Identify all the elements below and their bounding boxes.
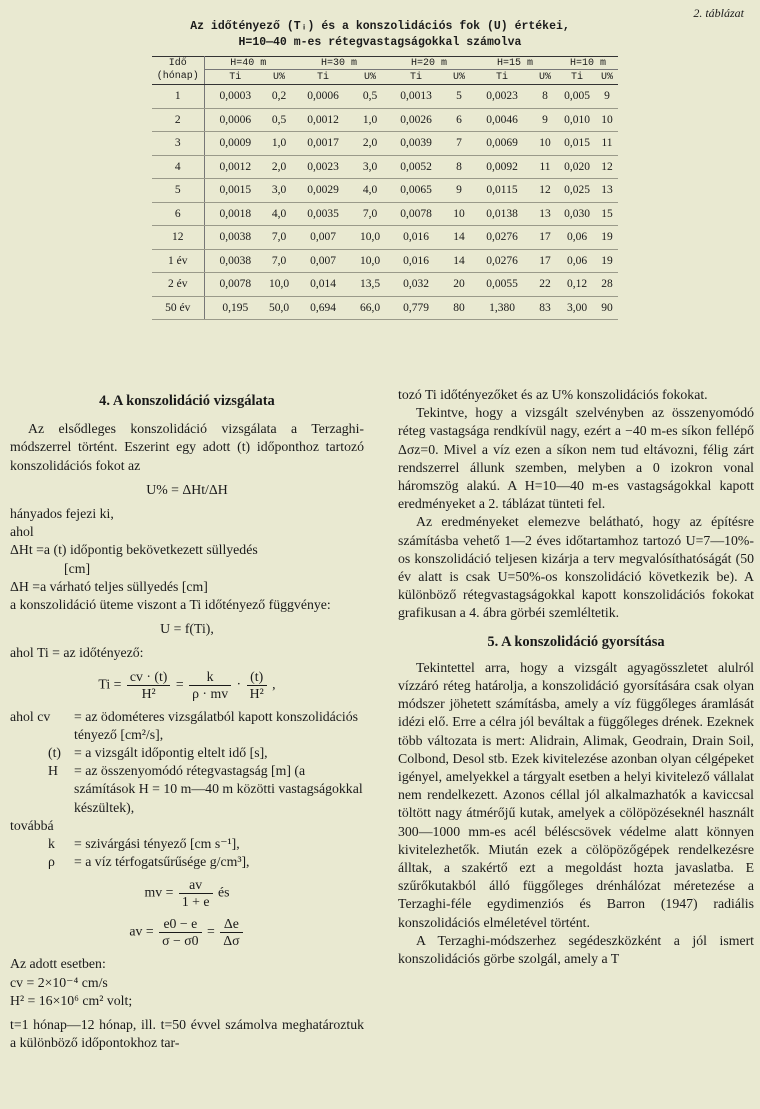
ti-cell: 0,0052: [386, 155, 446, 179]
denominator: 1 + e: [181, 894, 210, 910]
ti-cell: 0,0092: [472, 155, 532, 179]
time-cell: 5: [152, 179, 204, 203]
definition-symbol: k: [48, 836, 55, 852]
u-cell: 11: [596, 132, 618, 156]
ti-cell: 0,0015: [204, 179, 266, 203]
u-cell: 13: [532, 202, 558, 226]
paragraph: továbbá: [10, 817, 54, 833]
u-cell: 10,0: [354, 226, 386, 250]
col-header-month: (hónap): [152, 70, 204, 85]
u-cell: 10: [446, 202, 472, 226]
ti-cell: 0,007: [292, 226, 354, 250]
fraction: [247, 669, 267, 702]
table-row: [152, 108, 618, 132]
definition-symbol: (t): [48, 745, 62, 761]
ti-cell: 0,0006: [204, 108, 266, 132]
numerator: e0 − e: [159, 916, 201, 933]
u-cell: 4,0: [354, 179, 386, 203]
u-cell: 2,0: [354, 132, 386, 156]
u-cell: 90: [596, 296, 618, 320]
equation-mv: [10, 877, 364, 910]
u-cell: 19: [596, 249, 618, 273]
table-row: [152, 273, 618, 297]
eq-text: Ti =: [98, 676, 122, 692]
u-cell: 28: [596, 273, 618, 297]
eq-text: ·: [236, 676, 242, 692]
table-row: [152, 155, 618, 179]
time-cell: 6: [152, 202, 204, 226]
u-cell: 7,0: [266, 226, 292, 250]
fraction: [220, 916, 242, 949]
denominator: H²: [249, 685, 264, 701]
time-cell: 4: [152, 155, 204, 179]
sub-header-u: U%: [354, 70, 386, 85]
paragraph: t=1 hónap—12 hónap, ill. t=50 évvel számolva meghatároztuk a különböző időpontokhoz tar-: [10, 1017, 364, 1051]
paragraph: a konszolidáció üteme viszont a Ti időtényező függvénye:: [10, 597, 331, 613]
col-header-time: Idő: [152, 57, 204, 70]
ti-cell: 0,0138: [472, 202, 532, 226]
sub-header-t: Ti: [386, 70, 446, 85]
u-cell: 2,0: [266, 155, 292, 179]
table-body: [152, 85, 618, 320]
u-cell: 3,0: [266, 179, 292, 203]
u-cell: 7,0: [354, 202, 386, 226]
fraction: [189, 669, 231, 702]
u-cell: 10,0: [266, 273, 292, 297]
u-cell: 14: [446, 226, 472, 250]
sub-header-u: U%: [532, 70, 558, 85]
sub-header-u: U%: [446, 70, 472, 85]
ti-cell: 0,0039: [386, 132, 446, 156]
ti-cell: 0,0012: [292, 108, 354, 132]
ti-cell: 0,016: [386, 249, 446, 273]
denominator: H²: [141, 685, 156, 701]
paragraph: ahol: [10, 524, 34, 540]
u-cell: 10,0: [354, 249, 386, 273]
ti-cell: 0,0026: [386, 108, 446, 132]
paragraph: hányados fejezi ki,: [10, 506, 114, 522]
table-row: [152, 249, 618, 273]
ti-cell: 0,014: [292, 273, 354, 297]
ti-cell: 0,06: [558, 226, 596, 250]
sub-header-t: Ti: [558, 70, 596, 85]
time-cell: 1 év: [152, 249, 204, 273]
given-value: cv = 2×10⁻⁴ cm/s: [10, 974, 108, 990]
ti-cell: 1,380: [472, 296, 532, 320]
ti-cell: 0,032: [386, 273, 446, 297]
u-cell: 13,5: [354, 273, 386, 297]
u-cell: 4,0: [266, 202, 292, 226]
equation-av: [10, 916, 364, 949]
u-cell: 20: [446, 273, 472, 297]
ti-cell: 0,12: [558, 273, 596, 297]
ti-cell: 0,0003: [204, 85, 266, 109]
ti-cell: 0,779: [386, 296, 446, 320]
u-cell: 17: [532, 226, 558, 250]
ti-cell: 0,007: [292, 249, 354, 273]
denominator: σ − σ0: [162, 933, 199, 949]
numerator: av: [179, 877, 213, 894]
ti-cell: 0,0065: [386, 179, 446, 203]
u-cell: 0,5: [266, 108, 292, 132]
time-cell: 12: [152, 226, 204, 250]
u-cell: 7: [446, 132, 472, 156]
numerator: cv · (t): [127, 669, 171, 686]
u-cell: 11: [532, 155, 558, 179]
numerator: (t): [247, 669, 267, 686]
ti-cell: 0,195: [204, 296, 266, 320]
ti-cell: 0,0055: [472, 273, 532, 297]
u-cell: 83: [532, 296, 558, 320]
ti-cell: 0,06: [558, 249, 596, 273]
numerator: Δe: [220, 916, 242, 933]
paragraph: Tekintve, hogy a vizsgált szelvényben az összenyomódó réteg vastagsága rendkívül nagy, ezért a −40 m-es síkon fellépő Δσz=0. Mivel a víz ezen a síkon nem tud eltávozni, félig zárt rendszerrel állunk szemben, melyben a 0 izokron vonal háromszög alakú. A H=10—40 m-es vastagságokkal kapott eredményeket a 2. táblázat tünteti fel.: [398, 405, 754, 512]
ti-cell: 0,0069: [472, 132, 532, 156]
definition-symbol: ρ: [48, 854, 55, 870]
ti-cell: 0,0038: [204, 226, 266, 250]
ti-cell: 0,0012: [204, 155, 266, 179]
group-header: H=40 m: [204, 57, 292, 70]
u-cell: 0,5: [354, 85, 386, 109]
u-cell: 19: [596, 226, 618, 250]
u-cell: 6: [446, 108, 472, 132]
paragraph: Az elsődleges konszolidáció vizsgálata a Terzaghi-módszerrel történt. Eszerint egy adott (t) időponthoz tartozó konszolidációs fokot az: [10, 421, 364, 473]
ti-cell: 0,016: [386, 226, 446, 250]
u-cell: 10: [596, 108, 618, 132]
definition-row: [10, 762, 364, 817]
ti-cell: 0,0006: [292, 85, 354, 109]
u-cell: 9: [532, 108, 558, 132]
paragraph: tozó Ti időtényezőket és az U% konszolidációs fokokat.: [398, 387, 708, 402]
table-row: [152, 85, 618, 109]
table-row: [152, 226, 618, 250]
equation-ti: [10, 669, 364, 702]
definition-symbol: ahol cv: [10, 708, 51, 724]
table-row: [152, 179, 618, 203]
definition-row: [10, 853, 364, 871]
ti-cell: 0,010: [558, 108, 596, 132]
ti-cell: 0,0017: [292, 132, 354, 156]
sub-header-t: Ti: [472, 70, 532, 85]
fraction: [179, 877, 213, 910]
u-cell: 10: [532, 132, 558, 156]
u-cell: 12: [596, 155, 618, 179]
ti-cell: 0,0035: [292, 202, 354, 226]
u-cell: 3,0: [354, 155, 386, 179]
ti-cell: 0,0029: [292, 179, 354, 203]
eq-text: mv =: [144, 885, 174, 901]
ti-cell: 0,0115: [472, 179, 532, 203]
group-header: H=15 m: [472, 57, 558, 70]
right-column: [398, 386, 754, 968]
section-title-5: 5. A konszolidáció gyorsítása: [487, 633, 665, 650]
table-subheader-row: [152, 70, 618, 85]
eq-text: av =: [129, 924, 154, 940]
ti-cell: 0,694: [292, 296, 354, 320]
ti-cell: 0,025: [558, 179, 596, 203]
data-table: [152, 56, 618, 320]
ti-cell: 0,020: [558, 155, 596, 179]
paragraph: A Terzaghi-módszerhez segédeszközként a jól ismert konszolidációs görbe szolgál, amely a T: [398, 932, 754, 967]
u-cell: 8: [532, 85, 558, 109]
time-cell: 2 év: [152, 273, 204, 297]
u-cell: 9: [446, 179, 472, 203]
u-cell: 12: [532, 179, 558, 203]
u-cell: 80: [446, 296, 472, 320]
u-cell: 1,0: [266, 132, 292, 156]
definition-text: = a víz térfogatsűrűsége g/cm³],: [74, 854, 250, 870]
u-cell: 66,0: [354, 296, 386, 320]
fraction: [159, 916, 201, 949]
u-cell: 22: [532, 273, 558, 297]
definition: ΔHt =a (t) időpontig bekövetkezett süllyedés: [10, 542, 258, 558]
group-header: H=10 m: [558, 57, 618, 70]
eq-text: =: [207, 924, 215, 940]
u-cell: 1,0: [354, 108, 386, 132]
ti-cell: 0,0018: [204, 202, 266, 226]
group-header: H=20 m: [386, 57, 472, 70]
ti-cell: 0,0276: [472, 249, 532, 273]
ti-cell: 0,0013: [386, 85, 446, 109]
u-cell: 15: [596, 202, 618, 226]
equation-f: U = f(Ti),: [160, 621, 214, 637]
paragraph: Az eredményeket elemezve belátható, hogy az építésre számításba vehető 1—2 éves időtartamhoz tartozó U=7—10%-os konszolidáció teljesen kizárja a terv megvalósíthatóságát (50 év alatt is csak U=50%-os konszolidáció következik be). A különböző rétegvastagságokkal kapott konszolidációs fokokat grafikusan a 4. ábra görbéi szemléltetik.: [398, 514, 754, 621]
ti-cell: 0,0009: [204, 132, 266, 156]
ti-cell: 0,0078: [204, 273, 266, 297]
fraction: [127, 669, 171, 702]
ti-cell: 0,0023: [292, 155, 354, 179]
u-cell: 17: [532, 249, 558, 273]
paragraph: Az adott esetben:: [10, 956, 106, 972]
u-cell: 9: [596, 85, 618, 109]
ti-cell: 0,0078: [386, 202, 446, 226]
u-cell: 5: [446, 85, 472, 109]
u-cell: 0,2: [266, 85, 292, 109]
denominator: ρ · mv: [192, 685, 229, 701]
ti-cell: 0,0038: [204, 249, 266, 273]
table-row: [152, 132, 618, 156]
paragraph: ahol Ti = az időtényező:: [10, 645, 144, 661]
left-column: [10, 392, 364, 1052]
ti-cell: 0,005: [558, 85, 596, 109]
paragraph: Tekintettel arra, hogy a vizsgált agyagösszletet alulról vízzáró réteg határolja, a konszolidáció gyorsítására csak olyan módszer jöhetett számításba, amely a víz függőleges áramlását idézi elő. Erre a célra jól beváltak a függőleges drének. Ezeknek több változata is mert: Alidrain, Alimak, Geodrain, Drain Soil, Colbond, Desol stb. Ezek kivitelezése azonban olyan célgépeket igényel, amelyekkel a tárgyalt esetben a helyi kivitelező vállalat nem rendelkezett. Azonos céllal jól alkalmazhatók a kaviccsal töltött nagy átmérőjű kutak, amelyek a cölöpözéseknél használt 300—1000 mm-es acél béléscsövek védelme alatt könnyen kivitelezhetők. Miután ezek a cölöpözőgépek rendelkezésre álltak, a szakértő ezt a megoldást hozta javaslatba. E szűrőkutakból álló függőleges drénhálózat méretezése a Terzaghi-féle egydimenziós és Barron (1947) radiális konszolidációs elméletével történt.: [398, 659, 754, 930]
definition-row: [10, 744, 364, 762]
ti-cell: 0,015: [558, 132, 596, 156]
u-cell: 14: [446, 249, 472, 273]
table-row: [152, 202, 618, 226]
definition-row: [10, 708, 364, 744]
u-cell: 7,0: [266, 249, 292, 273]
ti-cell: 0,0276: [472, 226, 532, 250]
definition-symbol: H: [48, 763, 58, 779]
table-number: 2. táblázat: [693, 6, 744, 20]
definition: [cm]: [64, 560, 91, 576]
equation-u: U% = ΔHt/ΔH: [146, 481, 228, 497]
time-cell: 3: [152, 132, 204, 156]
ti-cell: 0,0046: [472, 108, 532, 132]
time-cell: 1: [152, 85, 204, 109]
denominator: Δσ: [223, 933, 240, 949]
ti-cell: 0,030: [558, 202, 596, 226]
table-row: [152, 296, 618, 320]
definition-text: = az összenyomódó rétegvastagság [m] (a számítások H = 10 m—40 m közötti vastagságokkal készültek),: [74, 763, 363, 815]
ti-cell: 0,0023: [472, 85, 532, 109]
u-cell: 50,0: [266, 296, 292, 320]
table-caption-line2: H=10—40 m-es rétegvastagságokkal számolva: [238, 36, 522, 49]
definition-text: = az ödométeres vizsgálatból kapott konszolidációs tényező [cm²/s],: [74, 708, 359, 742]
sub-header-t: Ti: [292, 70, 354, 85]
definition-text: = szivárgási tényező [cm s⁻¹],: [74, 836, 240, 852]
table-header-row: [152, 57, 618, 70]
group-header: H=30 m: [292, 57, 386, 70]
given-value: H² = 16×10⁶ cm² volt;: [10, 992, 133, 1008]
definition-text: = a vizsgált időpontig eltelt idő [s],: [74, 745, 268, 761]
sub-header-u: U%: [266, 70, 292, 85]
eq-text: ,: [272, 676, 276, 692]
ti-cell: 3,00: [558, 296, 596, 320]
eq-text: =: [175, 676, 184, 692]
sub-header-u: U%: [596, 70, 618, 85]
definition-row: [10, 835, 364, 853]
u-cell: 8: [446, 155, 472, 179]
time-cell: 50 év: [152, 296, 204, 320]
table-caption-line1: Az időtényező (Tᵢ) és a konszolidációs fok (U) értékei,: [190, 20, 570, 33]
section-title-4: 4. A konszolidáció vizsgálata: [99, 393, 275, 409]
definition: ΔH =a várható teljes süllyedés [cm]: [10, 578, 208, 594]
sub-header-t: Ti: [204, 70, 266, 85]
eq-text: és: [217, 885, 230, 901]
numerator: k: [189, 669, 231, 686]
time-cell: 2: [152, 108, 204, 132]
u-cell: 13: [596, 179, 618, 203]
